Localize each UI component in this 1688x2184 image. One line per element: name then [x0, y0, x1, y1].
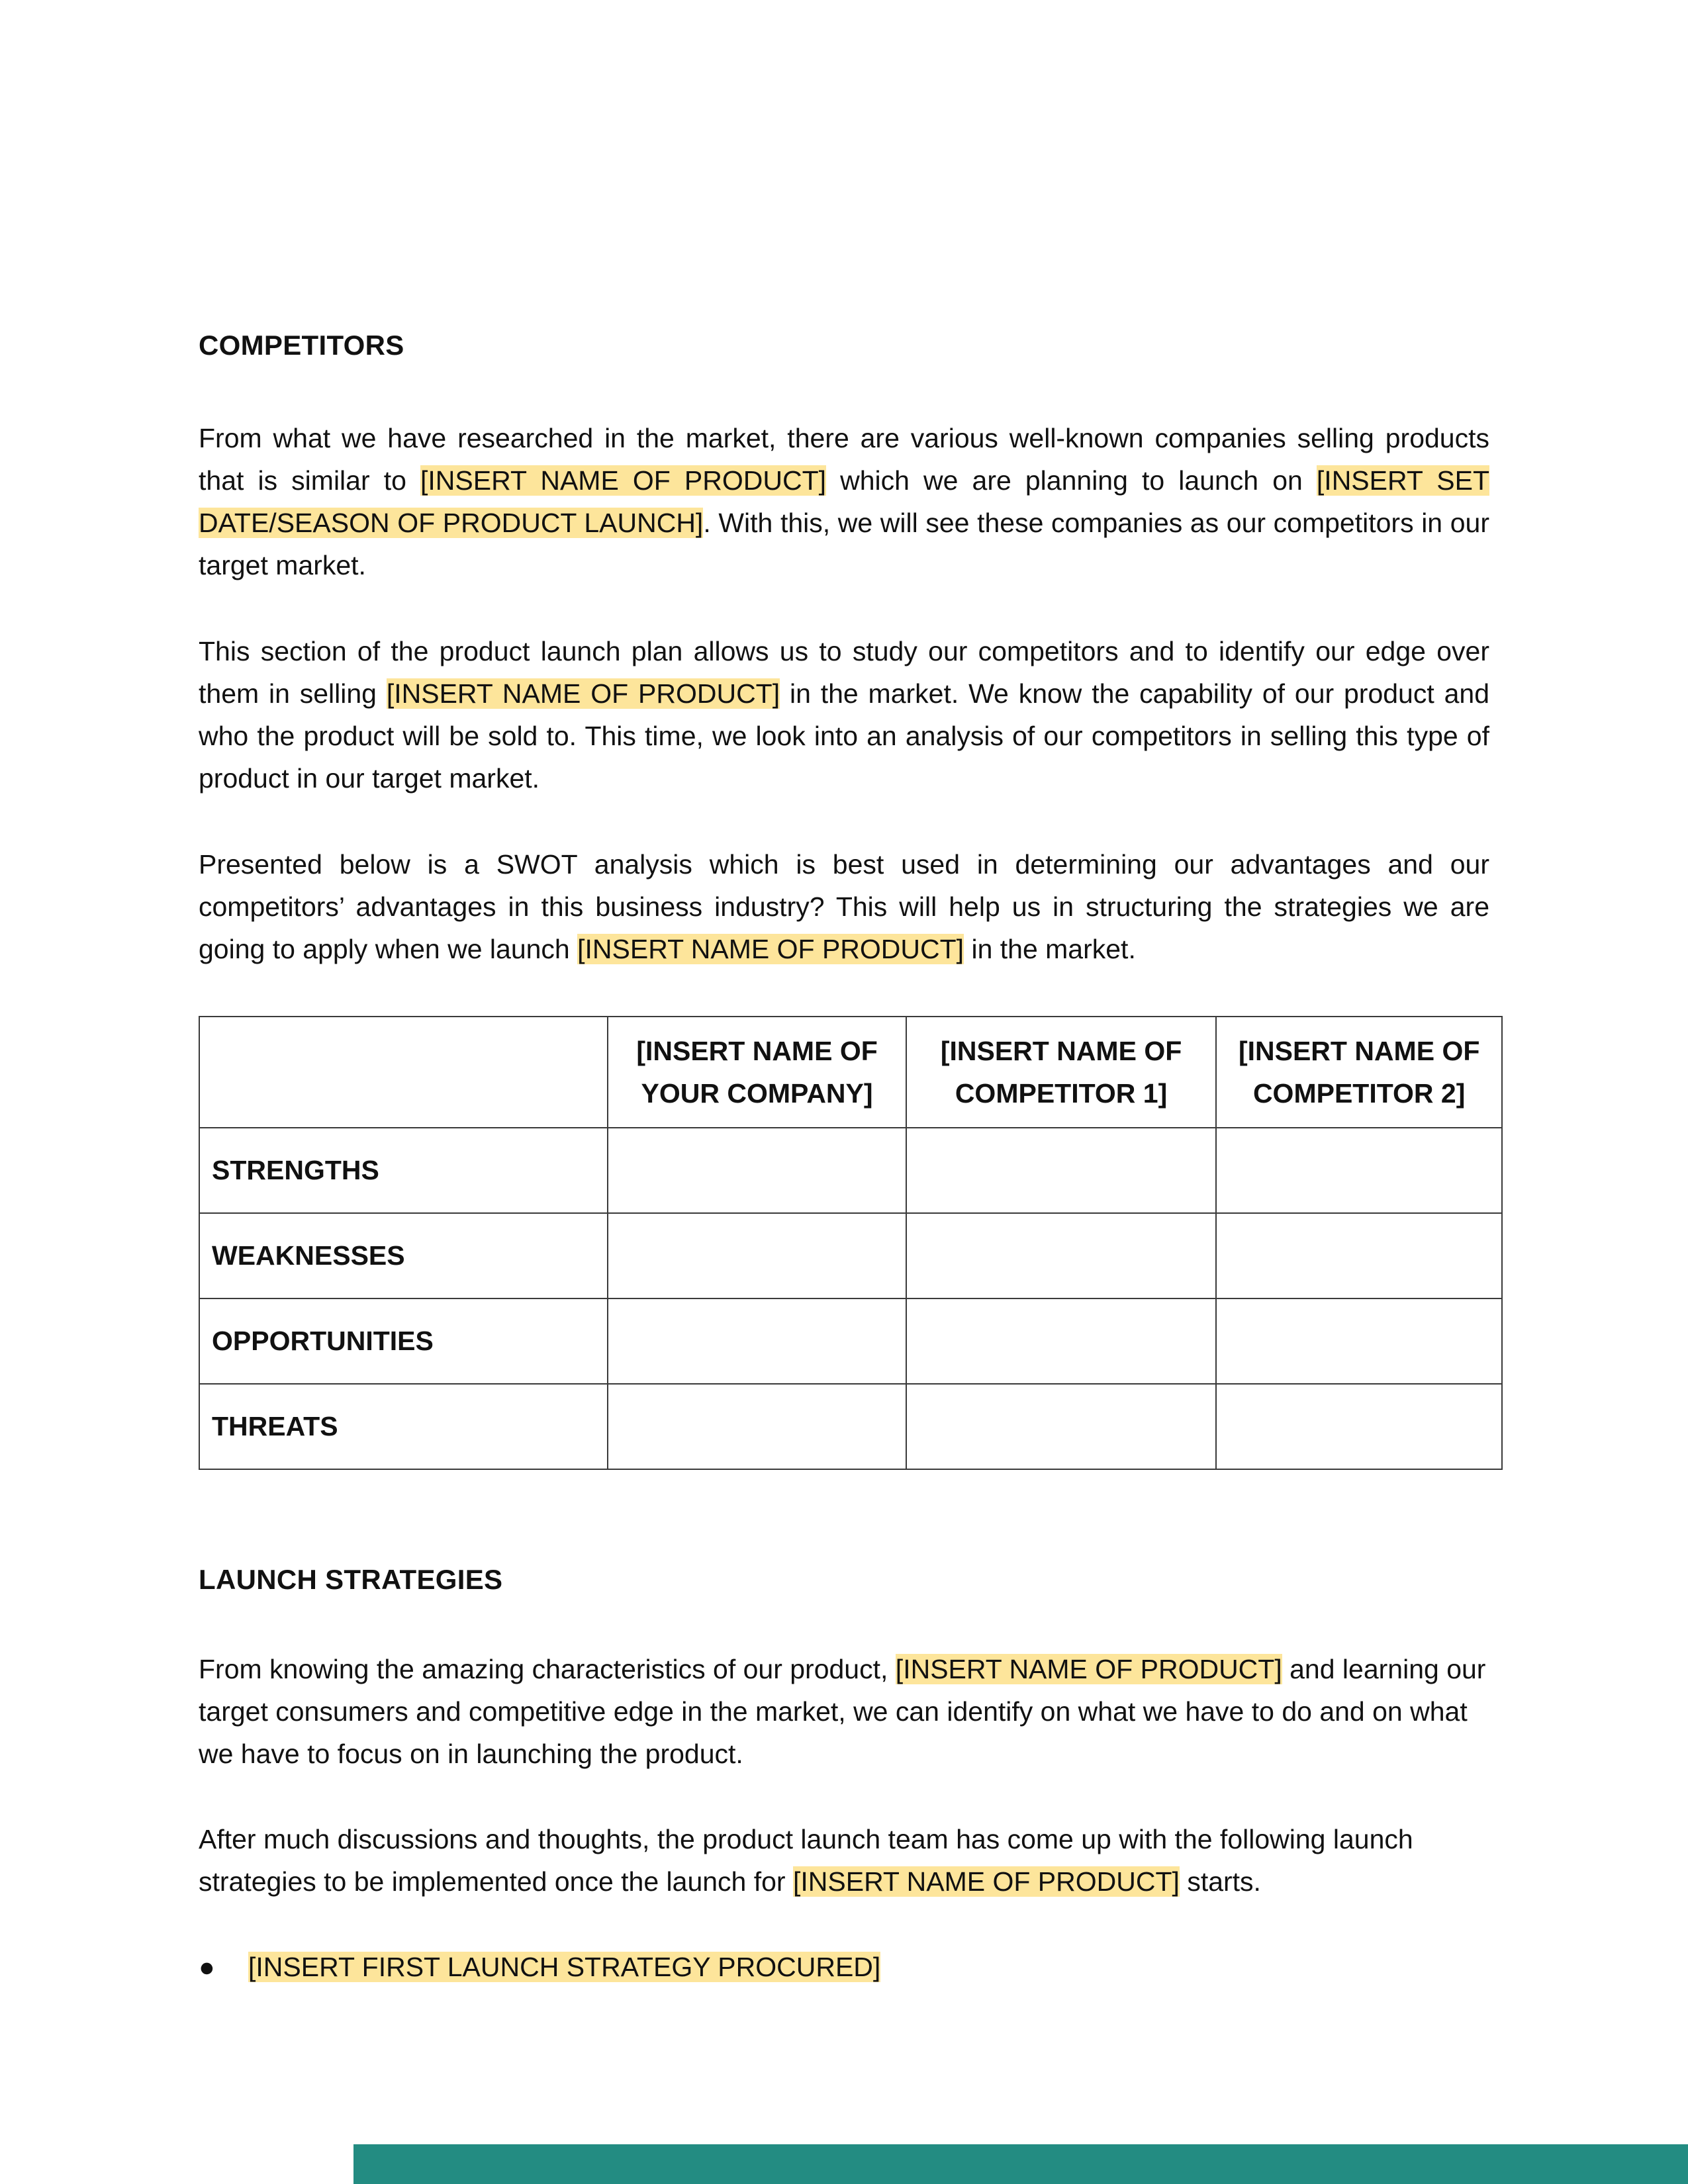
swot-header-empty: [199, 1017, 608, 1128]
text-run: After much discussions and thoughts, the product launch team has come up with the following launch strategies to be implemented once the launch for: [199, 1824, 1413, 1897]
swot-cell: [608, 1298, 906, 1384]
swot-row-label-strengths: STRENGTHS: [199, 1128, 608, 1213]
text-run: . With this, we will see these companies as our competitors in our target market.: [199, 508, 1489, 580]
swot-cell: [608, 1213, 906, 1298]
swot-cell: [906, 1384, 1217, 1469]
swot-cell: [906, 1128, 1217, 1213]
swot-cell: [608, 1384, 906, 1469]
competitors-paragraph-1: [199, 417, 1489, 586]
placeholder-highlight: [INSERT NAME OF PRODUCT]: [792, 1866, 1180, 1897]
text-run: which we are planning to launch on: [826, 465, 1317, 496]
text-run: in the market. We know the capability of our product and who the product will be sold to. This time, we look into an analysis of our competitors in selling this type of product in our target market.: [199, 678, 1489, 794]
swot-header-competitor-1: [INSERT NAME OF COMPETITOR 1]: [906, 1017, 1217, 1128]
list-item: [199, 1946, 880, 1988]
swot-cell: [1216, 1384, 1502, 1469]
table-row: [199, 1213, 1502, 1298]
placeholder-highlight: [INSERT SET DATE/SEASON OF PRODUCT LAUNCH]: [199, 465, 1489, 538]
table-row: [199, 1384, 1502, 1469]
text-run: in the market.: [964, 934, 1136, 964]
launch-strategies-heading: LAUNCH STRATEGIES: [199, 1564, 503, 1595]
swot-row-label-opportunities: OPPORTUNITIES: [199, 1298, 608, 1384]
text-run: This section of the product launch plan allows us to study our competitors and to identify our edge over them in selling: [199, 636, 1489, 709]
launch-paragraph-2: [199, 1818, 1489, 1903]
launch-paragraph-1: [199, 1648, 1489, 1775]
placeholder-highlight: [INSERT NAME OF PRODUCT]: [577, 934, 964, 964]
text-run: Presented below is a SWOT analysis which is best used in determining our advantages and our competitors’ advantages in this business industry? This will help us in structuring the strategies we are going to apply when we launch: [199, 849, 1489, 964]
bullet-icon: ●: [199, 1952, 215, 1982]
swot-cell: [608, 1128, 906, 1213]
table-row: [199, 1128, 1502, 1213]
competitors-paragraph-2: [199, 630, 1489, 799]
placeholder-highlight: [INSERT FIRST LAUNCH STRATEGY PROCURED]: [248, 1952, 881, 1982]
placeholder-highlight: [INSERT NAME OF PRODUCT]: [895, 1654, 1282, 1684]
swot-header-your-company: [INSERT NAME OF YOUR COMPANY]: [608, 1017, 906, 1128]
swot-cell: [1216, 1298, 1502, 1384]
swot-row-label-threats: THREATS: [199, 1384, 608, 1469]
text-run: From knowing the amazing characteristics of our product,: [199, 1654, 896, 1684]
swot-cell: [906, 1213, 1217, 1298]
swot-cell: [1216, 1128, 1502, 1213]
placeholder-highlight: [INSERT NAME OF PRODUCT]: [386, 678, 780, 709]
swot-header-row: [199, 1017, 1502, 1128]
competitors-heading: COMPETITORS: [199, 330, 404, 361]
placeholder-highlight: [INSERT NAME OF PRODUCT]: [420, 465, 827, 496]
swot-table: [199, 1016, 1503, 1470]
swot-cell: [906, 1298, 1217, 1384]
swot-header-competitor-2: [INSERT NAME OF COMPETITOR 2]: [1216, 1017, 1502, 1128]
swot-cell: [1216, 1213, 1502, 1298]
text-run: From what we have researched in the market, there are various well-known companies selling products that is similar to: [199, 423, 1489, 496]
footer-bar: [353, 2144, 1688, 2184]
competitors-paragraph-3: [199, 843, 1489, 970]
table-row: [199, 1298, 1502, 1384]
text-run: and learning our target consumers and competitive edge in the market, we can identify on what we have to do and on what we have to focus on in launching the product.: [199, 1654, 1486, 1769]
swot-row-label-weaknesses: WEAKNESSES: [199, 1213, 608, 1298]
text-run: starts.: [1179, 1866, 1261, 1897]
